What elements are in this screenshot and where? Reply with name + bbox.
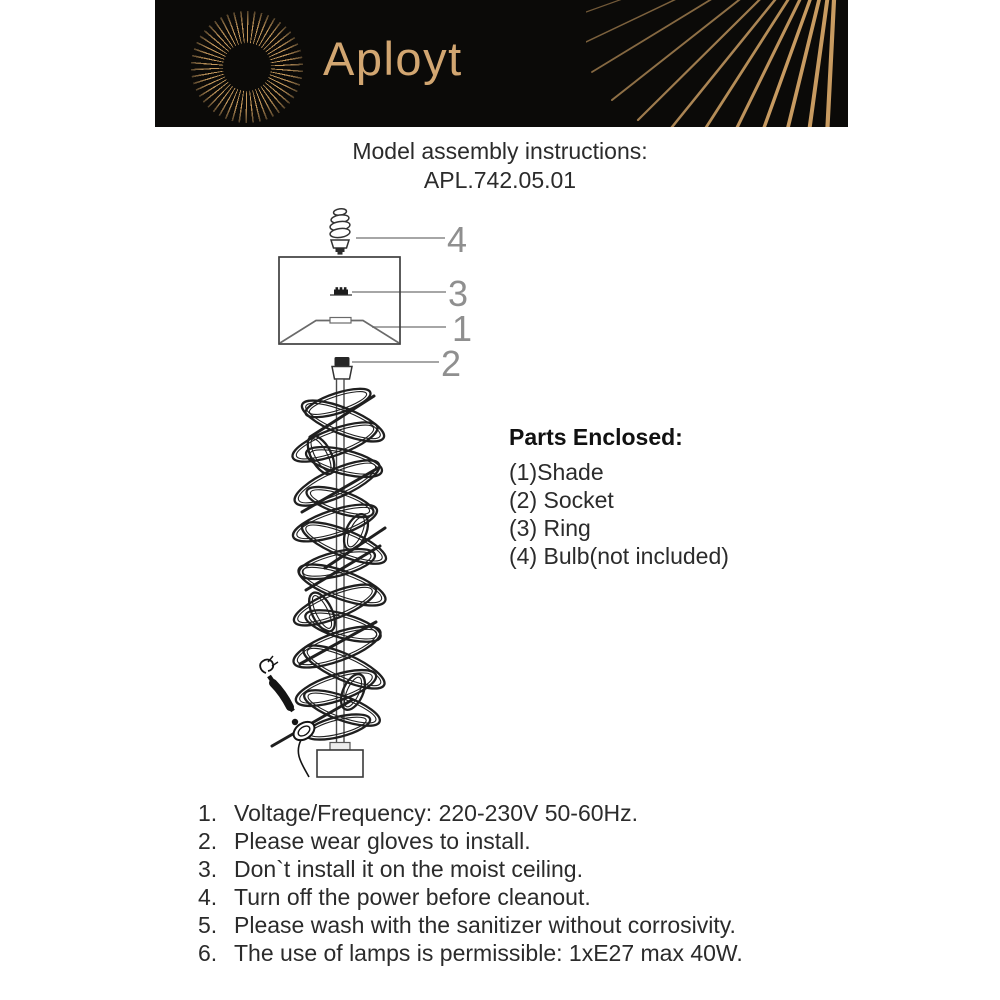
callout-number-socket: 2 — [441, 343, 462, 384]
ring-drawing — [330, 287, 352, 295]
instruction-text: The use of lamps is permissible: 1xE27 max 40W. — [234, 940, 743, 966]
brand-wordmark: Aployt — [323, 32, 463, 85]
spiral-column-drawing — [272, 383, 391, 746]
base-drawing — [317, 743, 363, 778]
instruction-item — [198, 939, 743, 967]
callout-number-bulb: 4 — [447, 219, 468, 260]
callout-lines — [352, 238, 446, 362]
sunburst-logo-icon — [191, 11, 303, 123]
title-block — [0, 137, 1000, 195]
instruction-number: 5. — [198, 912, 218, 938]
shade-drawing — [280, 318, 399, 344]
parts-item-ring: (3) Ring — [509, 515, 591, 541]
callout-number-shade: 1 — [452, 308, 473, 349]
instruction-text: Please wear gloves to install. — [234, 828, 531, 854]
parts-heading: Parts Enclosed: — [509, 424, 683, 450]
instruction-item — [198, 883, 743, 911]
brand-banner — [155, 0, 848, 127]
instruction-text: Voltage/Frequency: 220-230V 50-60Hz. — [234, 800, 639, 826]
instruction-text: Don`t install it on the moist ceiling. — [234, 856, 583, 882]
cord-drawing — [260, 656, 318, 777]
instruction-item — [198, 911, 743, 939]
socket-drawing — [332, 357, 352, 379]
instruction-number: 1. — [198, 800, 218, 826]
bulb-drawing — [329, 208, 350, 255]
parts-item-socket: (2) Socket — [509, 487, 614, 513]
instruction-text: Please wash with the sanitizer without corrosivity. — [234, 912, 736, 938]
instructions-list — [198, 799, 743, 967]
instruction-item — [198, 827, 743, 855]
parts-enclosed — [509, 424, 729, 570]
instruction-item — [198, 799, 743, 827]
page-title: Model assembly instructions: — [352, 138, 648, 164]
instruction-number: 6. — [198, 940, 218, 966]
instruction-number: 2. — [198, 828, 218, 854]
parts-item-bulb: (4) Bulb(not included) — [509, 543, 729, 569]
instruction-number: 3. — [198, 856, 218, 882]
instruction-text: Turn off the power before cleanout. — [234, 884, 591, 910]
model-number: APL.742.05.01 — [423, 167, 577, 193]
callout-number-ring: 3 — [448, 273, 469, 314]
instruction-item — [198, 855, 743, 883]
instruction-number: 4. — [198, 884, 218, 910]
shade-box-drawing — [279, 257, 400, 344]
pole-drawing — [337, 379, 345, 744]
parts-item-shade: (1)Shade — [509, 459, 604, 485]
fan-lines-decor-icon — [586, 0, 848, 127]
